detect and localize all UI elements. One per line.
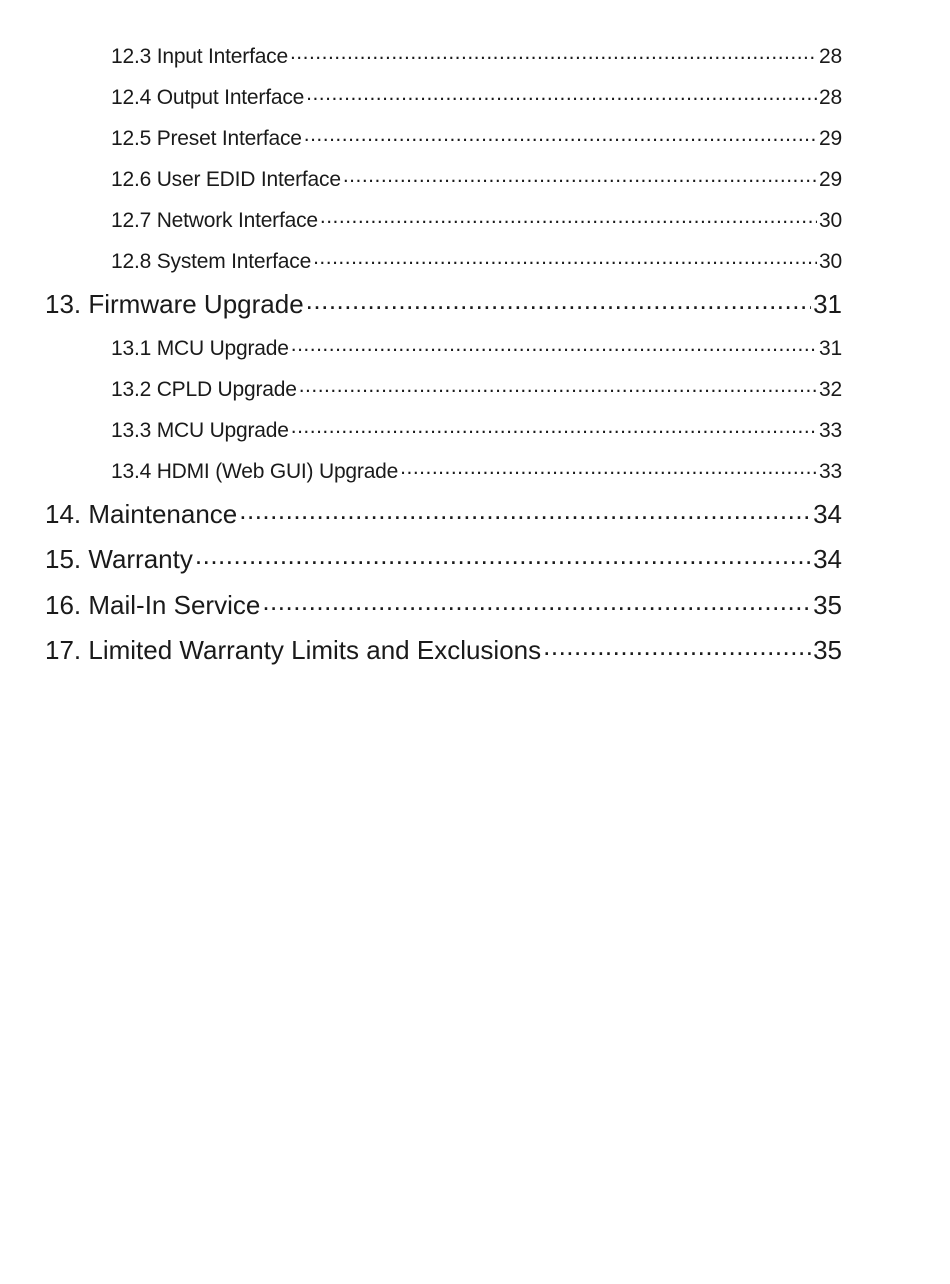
toc-entry-title: 17. Limited Warranty Limits and Exclusions (45, 635, 542, 665)
toc-entry-page: 28 (819, 86, 842, 109)
toc-entry-13-3[interactable] (0, 410, 950, 451)
toc-entry-page: 31 (813, 289, 842, 319)
toc-entry-page: 29 (819, 168, 842, 191)
toc-entry-page: 29 (819, 127, 842, 150)
dot-leader (343, 165, 817, 186)
dot-leader (543, 633, 811, 659)
toc-entry-page: 30 (819, 209, 842, 232)
toc-entry-13-2[interactable] (0, 369, 950, 410)
toc-entry-13-1[interactable] (0, 328, 950, 369)
toc-entry-title: 13.2 CPLD Upgrade (111, 377, 297, 401)
toc-entry-12-7[interactable] (0, 200, 950, 241)
dot-leader (290, 42, 817, 63)
dot-leader (195, 542, 811, 568)
dot-leader (299, 375, 817, 396)
toc-entry-title: 12.7 Network Interface (111, 209, 318, 232)
toc-entry-title: 14. Maintenance (45, 498, 238, 529)
toc-entry-page: 35 (813, 635, 842, 665)
toc-entry-17[interactable] (0, 628, 950, 674)
dot-leader (262, 588, 811, 614)
toc-entry-page: 33 (819, 459, 842, 483)
toc-entry-13-4[interactable] (0, 451, 950, 492)
toc-entry-title: 12.5 Preset Interface (111, 127, 302, 150)
toc-entry-title: 13.4 HDMI (Web GUI) Upgrade (111, 459, 399, 483)
toc-entry-page: 34 (813, 498, 842, 529)
toc-entry-page: 28 (819, 45, 842, 68)
toc-entry-page: 30 (819, 250, 842, 273)
toc-entry-page: 35 (813, 589, 842, 620)
toc-entry-page: 31 (819, 336, 842, 360)
toc-entry-12-4[interactable] (0, 77, 950, 118)
toc-entry-title: 12.4 Output Interface (111, 86, 305, 109)
toc-entry-title: 13.3 MCU Upgrade (111, 418, 289, 442)
toc-entry-14[interactable] (0, 492, 950, 538)
toc-entry-title: 12.8 System Interface (111, 250, 312, 273)
toc-entry-12-8[interactable] (0, 241, 950, 282)
dot-leader (304, 124, 817, 145)
toc-entry-title: 12.6 User EDID Interface (111, 168, 341, 191)
dot-leader (306, 287, 811, 313)
toc-entry-12-6[interactable] (0, 159, 950, 200)
toc-entry-15[interactable] (0, 537, 950, 583)
toc-entry-title: 16. Mail-In Service (45, 589, 261, 620)
dot-leader (291, 416, 817, 437)
toc-entry-13[interactable] (0, 282, 950, 328)
toc-entry-page: 32 (819, 377, 842, 401)
dot-leader (320, 206, 817, 227)
toc-entry-title: 12.3 Input Interface (111, 45, 288, 68)
toc-entry-16[interactable] (0, 583, 950, 629)
toc-entry-12-3[interactable] (0, 36, 950, 77)
toc-entry-title: 13. Firmware Upgrade (45, 289, 304, 319)
dot-leader (313, 247, 817, 268)
dot-leader (291, 334, 817, 355)
toc-entry-page: 33 (819, 418, 842, 442)
dot-leader (239, 497, 811, 523)
table-of-contents (0, 36, 950, 674)
toc-entry-12-5[interactable] (0, 118, 950, 159)
toc-entry-page: 34 (813, 544, 842, 574)
toc-entry-title: 13.1 MCU Upgrade (111, 336, 289, 360)
toc-entry-title: 15. Warranty (45, 544, 193, 574)
dot-leader (306, 83, 817, 104)
dot-leader (400, 457, 817, 478)
